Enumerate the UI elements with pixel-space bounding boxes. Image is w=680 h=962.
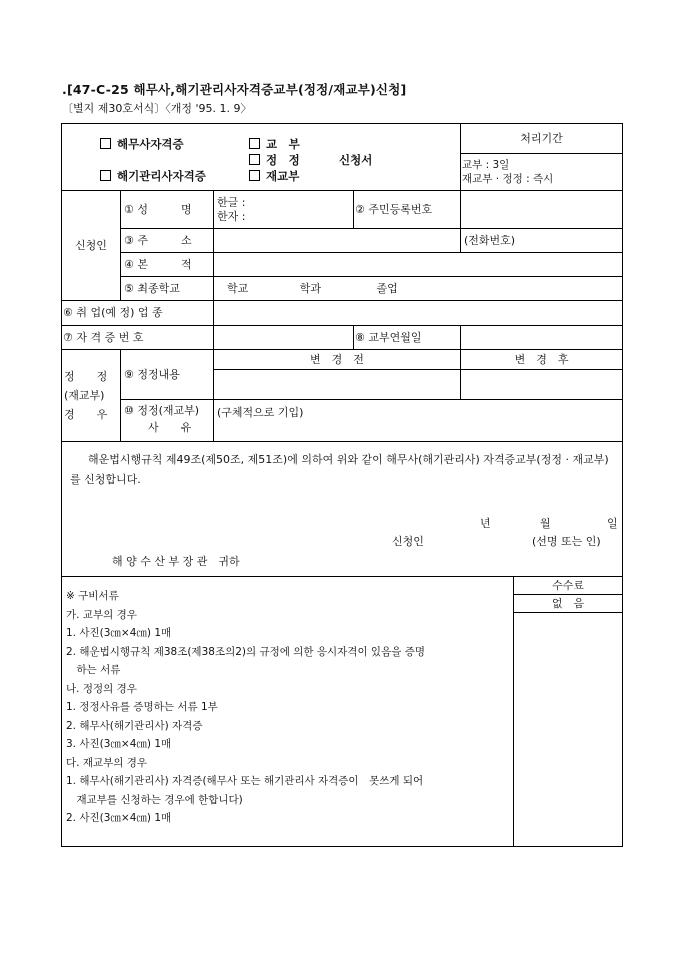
rrn-label: ② 주민등록번호: [354, 191, 461, 229]
date-year-label: 년: [480, 517, 491, 530]
list-item: 2. 해운법시행규칙 제38조(제38조의2)의 규정에 의한 응시자격이 있음을 증명: [66, 645, 425, 658]
name-hangul-label: 한글 :: [217, 195, 246, 209]
checkbox-maritime-affairs[interactable]: [100, 137, 184, 151]
option-label: 재교부: [266, 169, 300, 183]
processing-period-value: [461, 154, 623, 191]
name-label: ① 성 명: [121, 191, 214, 229]
documents-heading: ※ 구비서류: [66, 590, 119, 602]
list-item: 다. 재교부의 경우: [66, 756, 148, 769]
application-form: [61, 123, 623, 847]
list-item: 1. 정정사유를 증명하는 서류 1부: [66, 701, 218, 713]
checkbox-correction[interactable]: [249, 153, 300, 167]
domicile-field[interactable]: [214, 253, 623, 277]
reason-placeholder: (구체적으로 기입): [217, 406, 304, 419]
correction-label-2: (재교부): [64, 389, 105, 402]
list-item: 가. 교부의 경우: [66, 608, 137, 621]
list-item: 1. 사진(3㎝×4㎝) 1매: [66, 627, 172, 639]
list-item: 나. 정정의 경우: [66, 682, 137, 695]
list-item: 1. 해무사(해기관리사) 자격증(해무사 또는 해기관리사 자격증이 못쓰게 되어: [66, 775, 424, 787]
fee-cell: [514, 577, 623, 847]
license-number-label: ⑦ 자 격 증 번 호: [62, 326, 214, 350]
correction-label-3: 경 우: [64, 408, 108, 421]
processing-period-label: 처리기간: [461, 124, 623, 154]
addressee: 해 양 수 산 부 장 관 귀하: [112, 555, 240, 568]
correction-reason-field[interactable]: [214, 400, 623, 442]
reason-label-1: ⑩ 정정(재교부): [124, 404, 200, 417]
option-label: 해무사자격증: [117, 137, 184, 151]
phone-field[interactable]: [461, 229, 623, 253]
before-change-header: 변 경 전: [214, 350, 461, 370]
correction-label-1: 정 정: [64, 370, 108, 383]
checkbox-issue[interactable]: [249, 137, 300, 151]
checkbox-icon: [249, 170, 260, 181]
checkbox-icon: [249, 138, 260, 149]
option-label: 교 부: [266, 137, 300, 151]
phone-label: (전화번호): [464, 233, 516, 247]
address-field[interactable]: [214, 229, 461, 253]
list-item: 하는 서류: [66, 664, 121, 676]
employment-field[interactable]: [214, 301, 623, 326]
fee-label: 수수료: [514, 577, 622, 595]
employment-label: ⑥ 취 업(예 정) 업 종: [62, 301, 214, 326]
form-subtitle: 〔별지 제30호서식〕〈개정 '95. 1. 9〉: [62, 102, 252, 115]
documents-list: [66, 606, 513, 828]
list-item: 3. 사진(3㎝×4㎝) 1매: [66, 738, 172, 750]
applicant-section-label: 신청인: [62, 191, 121, 301]
declaration-text: 해운법시행규칙 제49조(제50조, 제51조)에 의하여 위와 같이 해무사(해기관리사) 자격증교부(정정 · 재교부)를 신청합니다.: [70, 453, 609, 486]
education-label: ⑤ 최종학교: [121, 277, 214, 301]
after-change-field[interactable]: [461, 370, 623, 400]
before-change-field[interactable]: [214, 370, 461, 400]
issue-date-label: ⑧ 교부연월일: [354, 326, 461, 350]
required-documents: [62, 577, 514, 847]
education-field[interactable]: [214, 277, 623, 301]
correction-content-label: ⑨ 정정내용: [121, 350, 214, 400]
processing-reissue: 재교부 · 정정 : 즉시: [462, 173, 554, 186]
rrn-field[interactable]: [461, 191, 623, 229]
form-type-cell: [62, 124, 461, 191]
checkbox-maritime-manager[interactable]: [100, 169, 206, 183]
reason-label-2: 사 유: [148, 421, 192, 434]
declaration-cell: [62, 442, 623, 577]
address-label: ③ 주 소: [121, 229, 214, 253]
fee-value: 없 음: [514, 595, 622, 613]
date-month-label: 월: [540, 517, 551, 530]
name-hanja-label: 한자 :: [217, 209, 246, 223]
after-change-header: 변 경 후: [461, 350, 623, 370]
date-day-label: 일: [607, 517, 618, 530]
checkbox-icon: [100, 170, 111, 181]
list-item: 재교부를 신청하는 경우에 한합니다): [66, 793, 243, 806]
option-label: 해기관리사자격증: [117, 169, 206, 183]
checkbox-reissue[interactable]: [249, 169, 299, 183]
issue-date-field[interactable]: [461, 326, 623, 350]
license-number-field[interactable]: [214, 326, 354, 350]
page-title: .[47-C-25 해무사,해기관리사자격증교부(정정/재교부)신청]: [62, 82, 407, 97]
checkbox-icon: [249, 154, 260, 165]
domicile-label: ④ 본 적: [121, 253, 214, 277]
department-label: 학과: [299, 281, 322, 295]
name-field[interactable]: [214, 191, 354, 229]
correction-section-label: [62, 350, 121, 442]
processing-issue: 교부 : 3일: [462, 159, 510, 172]
list-item: 2. 해무사(해기관리사) 자격증: [66, 719, 203, 732]
correction-reason-label: [121, 400, 214, 442]
option-label: 정 정: [266, 153, 300, 167]
form-suffix: 신청서: [339, 153, 373, 167]
signature-field[interactable]: (선명 또는 인): [532, 535, 601, 548]
checkbox-icon: [100, 138, 111, 149]
graduate-label: 졸업: [376, 281, 398, 295]
school-label: 학교: [227, 281, 249, 295]
list-item: 2. 사진(3㎝×4㎝) 1매: [66, 812, 172, 824]
applicant-sign-label: 신청인: [392, 535, 424, 548]
